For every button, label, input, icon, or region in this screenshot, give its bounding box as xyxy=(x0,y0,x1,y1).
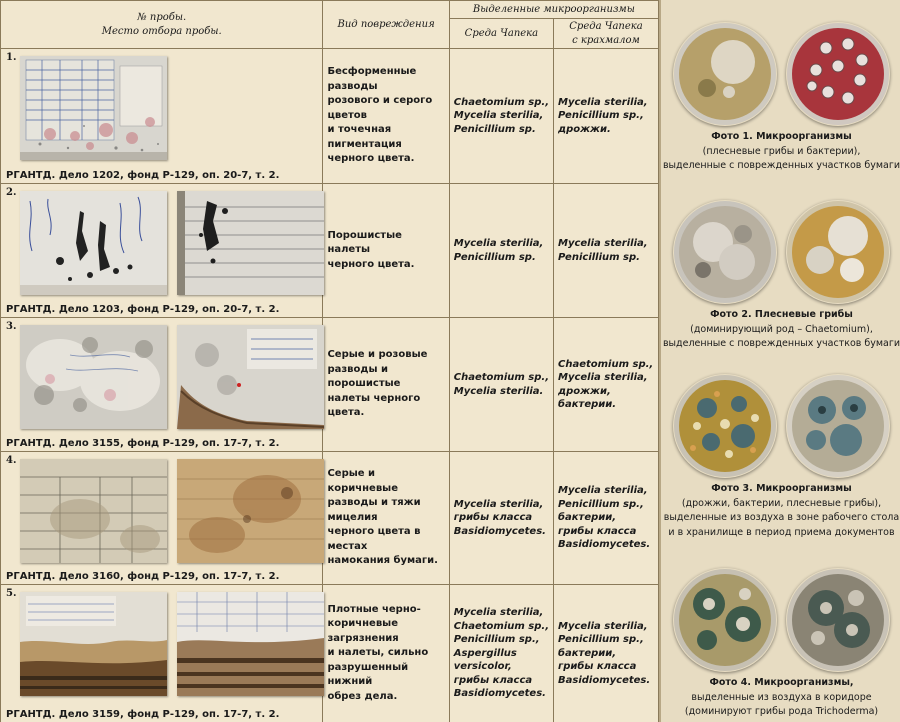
sample-caption: РГАНТД. Дело 1202, фонд Р-129, оп. 20-7, т. 2. xyxy=(6,170,280,181)
sample-photo xyxy=(20,191,167,295)
sample-photo xyxy=(20,56,167,160)
header-sample xyxy=(1,1,323,49)
sample-photo xyxy=(177,459,324,563)
sample-cell xyxy=(1,452,323,585)
damage-cell: Плотные черно- коричневые загрязнения и налеты, сильно разрушенный нижний обрез дела. xyxy=(323,585,449,722)
sample-number: 2. xyxy=(6,187,17,198)
table-row xyxy=(1,452,659,585)
damage-cell: Бесформенные разводы розового и серого цветов и точечная пигментация черного цвета. xyxy=(323,49,449,184)
header-damage: Вид повреждения xyxy=(323,1,449,49)
table-row xyxy=(1,49,659,184)
header-czapek-starch: Среда Чапека с крахмалом xyxy=(554,19,659,49)
photo-3 xyxy=(661,374,900,541)
damage-cell: Серые и розовые разводы и порошистые налеты черного цвета. xyxy=(323,318,449,452)
sample-number: 1. xyxy=(6,52,17,63)
photo-1 xyxy=(661,22,900,174)
photo-4 xyxy=(661,568,900,720)
petri-dish-image xyxy=(673,568,777,672)
sample-photo xyxy=(20,459,167,563)
czapek-starch-cell: Mycelia sterilia, Penicillium sp., бактерии, грибы класса Basidiomycetes. xyxy=(554,585,659,722)
sample-photo xyxy=(177,592,324,696)
czapek-starch-cell: Mycelia sterilia, Penicillium sp., дрожжи. xyxy=(554,49,659,184)
sample-number: 3. xyxy=(6,321,17,332)
czapek-starch-cell: Mycelia sterilia, Penicillium sp., бактерии, грибы класса Basidiomycetes. xyxy=(554,452,659,585)
petri-dish-image xyxy=(786,200,890,304)
sample-caption: РГАНТД. Дело 1203, фонд Р-129, оп. 20-7, т. 2. xyxy=(6,304,280,315)
czapek-cell: Mycelia sterilia, Penicillium sp. xyxy=(449,184,553,318)
sample-photo xyxy=(177,325,324,429)
sample-cell xyxy=(1,585,323,722)
czapek-cell: Chaetomium sp., Mycelia sterilia, Penicillium sp. xyxy=(449,49,553,184)
header-czapek: Среда Чапека xyxy=(449,19,553,49)
header-sample-sublabel: Место отбора пробы. xyxy=(101,25,222,37)
petri-dish-image xyxy=(786,568,890,672)
table-row xyxy=(1,585,659,722)
petri-dish-image xyxy=(786,374,890,478)
sample-cell xyxy=(1,318,323,452)
damage-cell: Порошистые налеты черного цвета. xyxy=(323,184,449,318)
czapek-starch-cell: Chaetomium sp., Mycelia sterilia, дрожжи, бактерии. xyxy=(554,318,659,452)
photo-2 xyxy=(661,200,900,352)
sample-photo xyxy=(20,592,167,696)
sample-cell xyxy=(1,49,323,184)
czapek-cell: Chaetomium sp., Mycelia sterilia. xyxy=(449,318,553,452)
sample-cell xyxy=(1,184,323,318)
sample-number: 4. xyxy=(6,455,17,466)
sample-number: 5. xyxy=(6,588,17,599)
photo-caption: Фото 2. Плесневые грибы (доминирующий род – Chaetomium), выделенные с поврежденных участков бумаги xyxy=(662,309,900,350)
sample-caption: РГАНТД. Дело 3155, фонд Р-129, оп. 17-7, т. 2. xyxy=(6,438,280,449)
sample-photo xyxy=(20,325,167,429)
header-sample-label: № пробы. xyxy=(137,12,187,23)
czapek-starch-cell: Mycelia sterilia, Penicillium sp. xyxy=(554,184,659,318)
sample-caption: РГАНТД. Дело 3159, фонд Р-129, оп. 17-7, т. 2. xyxy=(6,709,280,720)
photo-caption: Фото 3. Микроорганизмы (дрожжи, бактерии, плесневые грибы), выделенные из воздуха в зоне рабочего стола и в хранилище в период приема документов xyxy=(663,483,900,539)
czapek-cell: Mycelia sterilia, Chaetomium sp., Penicillium sp., Aspergillus versicolor, грибы класса Basidiomycetes. xyxy=(449,585,553,722)
petri-dish-image xyxy=(673,200,777,304)
photo-caption: Фото 1. Микроорганизмы (плесневые грибы и бактерии), выделенные с поврежденных участков бумаги xyxy=(662,131,900,172)
photo-caption: Фото 4. Микроорганизмы, выделенные из воздуха в коридоре (доминируют грибы рода Trichoderma) xyxy=(684,677,879,718)
sample-photo xyxy=(177,191,324,295)
table-row xyxy=(1,184,659,318)
petri-dish-panel xyxy=(659,0,900,722)
petri-dish-image xyxy=(786,22,890,126)
damage-cell: Серые и коричневые разводы и тяжи мицелия черного цвета в местах намокания бумаги. xyxy=(323,452,449,585)
sample-caption: РГАНТД. Дело 3160, фонд Р-129, оп. 17-7, т. 2. xyxy=(6,571,280,582)
petri-dish-image xyxy=(673,374,777,478)
header-microorganisms: Выделенные микроорганизмы xyxy=(449,1,658,19)
petri-dish-image xyxy=(673,22,777,126)
table-row xyxy=(1,318,659,452)
czapek-cell: Mycelia sterilia, грибы класса Basidiomycetes. xyxy=(449,452,553,585)
